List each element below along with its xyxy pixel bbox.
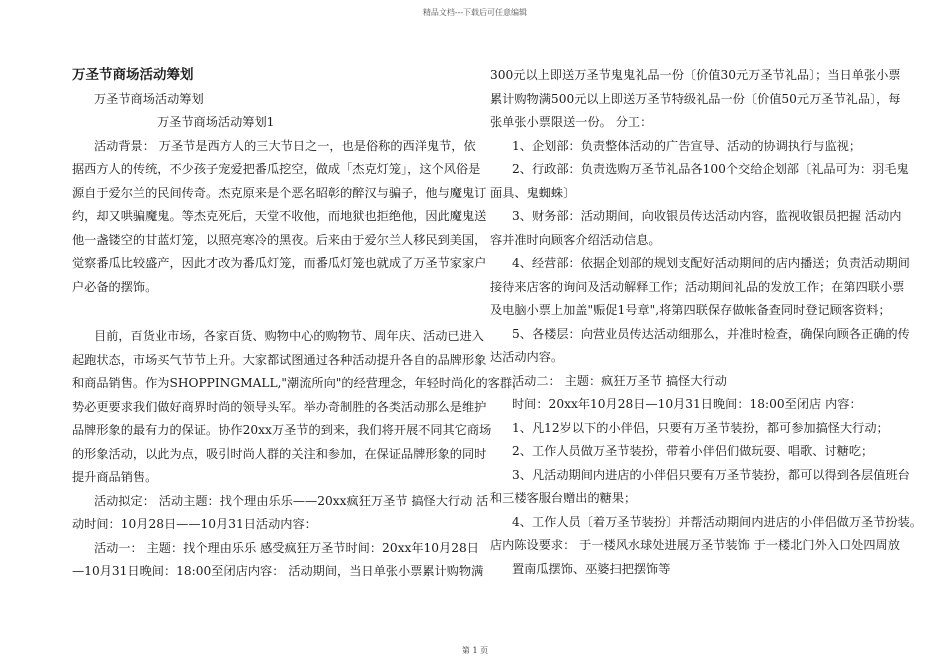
paragraph-background (72, 135, 487, 300)
list-item: 4、经营部：依据企划部的规划支配好活动期间的店内播送；负责活动期间 (512, 256, 910, 270)
text-line: 户必备的摆饰。 (72, 279, 158, 294)
text-line: 和三楼客服台赠出的糖果； (490, 491, 637, 505)
text-line: 张单张小票限送一份。 分工： (490, 115, 653, 129)
text-line: 活动一： 主题：找个理由乐乐 感受疯狂万圣节时间：20xx年10月28日 (94, 540, 479, 555)
text-line: 活动拟定： 活动主题：找个理由乐乐——20xx疯狂万圣节 搞怪大行动 活 (94, 493, 489, 508)
text-line: 活动背景： 万圣节是西方人的三大节日之一，也是俗称的西洋鬼节，依 (94, 138, 476, 153)
text-line: 动时间：10月28日——10月31日活动内容： (72, 517, 317, 531)
text-line: 据西方人的传统，不少孩子宠爱把番瓜挖空，做成「杰克灯笼」，这个风俗是 (72, 162, 481, 176)
text-line: 势必更要求我们做好商界时尚的领导头军。举办奇制胜的各类活动那么是维护 (72, 399, 487, 414)
page-header: 精品文档---下载后可任意编辑 (422, 8, 528, 17)
list-item: 4、工作人员〔着万圣节装扮〕并帮活动期间内进店的小伴侣做万圣节扮装。 (512, 514, 922, 529)
text-line: 容并准时向顾客介绍活动信息。 (490, 232, 661, 247)
text-line: 约，却又哄骗魔鬼。等杰克死后，天堂不收他，而地狱也拒绝他，因此魔鬼送 (72, 209, 487, 223)
text-line: 达活动内容。 (490, 350, 564, 364)
list-item: 3、财务部：活动期间，向收银员传达活动内容，监视收银员把握 活动内 (512, 209, 902, 223)
paragraph-market (72, 325, 525, 490)
list-item: 3、凡活动期间内进店的小伴侣只要有万圣节装扮，都可以得到各层值班台 (512, 467, 910, 482)
text-line: 及电脑小票上加盖"赈促1号章",将第四联保存做帐备查同时登记顾客资料； (490, 303, 891, 317)
text-line: 的形象活动，以此为点，吸引时尚人群的关注和参加，在保证品牌形象的同时 (72, 446, 487, 461)
list-item: 5、各楼层：向营业员传达活动细那么，并准时检查，确保向顾各正确的传 (512, 326, 910, 341)
text-line: 目前，百货业市场，各家百货、购物中心的购物节、周年庆、活动已进入 (94, 329, 484, 343)
text-line: —10月31日晚间：18:00至闭店内容： 活动期间，当日单张小票累计购物满 (72, 564, 484, 578)
text-line: 接待来店客的询问及活动解释工作；活动期间礼品的发放工作；在第四联小票 (490, 279, 905, 294)
text-line: 300元以上即送万圣节鬼鬼礼品一份〔价值30元万圣节礼品〕；当日单张小票 (490, 68, 901, 82)
document-title: 万圣节商场活动筹划 (72, 67, 194, 83)
paragraph-gap (72, 299, 460, 325)
list-item: 1、凡12岁以下的小伴侣，只要有万圣节装扮，都可参加搞怪大行动； (512, 420, 889, 435)
text-line: 觉察番瓜比较盛产，因此才改为番瓜灯笼，而番瓜灯笼也就成了万圣节家家户 (72, 256, 487, 270)
text-line: 店内陈设要求： 于一楼风水球处进展万圣节装饰 于一楼北门外入口处四周放 (490, 538, 900, 552)
text-line: 他一盏镂空的甘蓝灯笼，以照亮寒冷的黑夜。后来由于爱尔兰人移民到美国， (72, 232, 487, 247)
list-item: 1、企划部：负责整体活动的广告宣导、活动的协调执行与监视； (512, 138, 862, 153)
page-footer: 第 1 页 (461, 646, 489, 655)
text-line: 和商品销售。作为SHOPPINGMALL,"潮流所向"的经营理念，年轻时尚化的客群， (72, 376, 525, 390)
text-line: 起跑状态，市场买气节节上升。大家都试图通过各种活动提升各自的品牌形象 (72, 352, 487, 367)
text-line: 时间：20xx年10月28日—10月31日晚间：18:00至闭店 内容： (512, 397, 862, 411)
text-line: 置南瓜摆饰、巫婆扫把摆饰等 (512, 561, 671, 576)
text-line: 累计购物满500元以上即送万圣节特级礼品一份〔价值50元万圣节礼品〕，每 (490, 91, 901, 106)
list-item: 2、行政部：负责选购万圣节礼品各100个交给企划部〔礼品可为：羽毛鬼 (512, 162, 909, 176)
text-line: 面具、鬼蜘蛛〕 (490, 185, 576, 200)
paragraph-plan (72, 490, 489, 584)
document-subtitle: 万圣节商场活动筹划 (94, 91, 204, 106)
left-column (72, 64, 525, 584)
section-heading: 万圣节商场活动筹划1 (157, 115, 275, 129)
activity-heading: 活动二： 主题：疯狂万圣节 搞怪大行动 (512, 373, 727, 388)
text-line: 提升商品销售。 (72, 470, 158, 484)
list-item: 2、工作人员做万圣节装扮，带着小伴侣们做玩耍、唱歌、讨糖吃； (512, 444, 874, 458)
text-line: 品牌形象的最有力的保证。协作20xx万圣节的到来，我们将开展不同其它商场 (72, 423, 492, 437)
right-column (490, 64, 922, 581)
text-line: 源自于爱尔兰的民间传奇。杰克原来是个恶名昭彰的醉汉与骗子，他与魔鬼订 (72, 185, 487, 200)
